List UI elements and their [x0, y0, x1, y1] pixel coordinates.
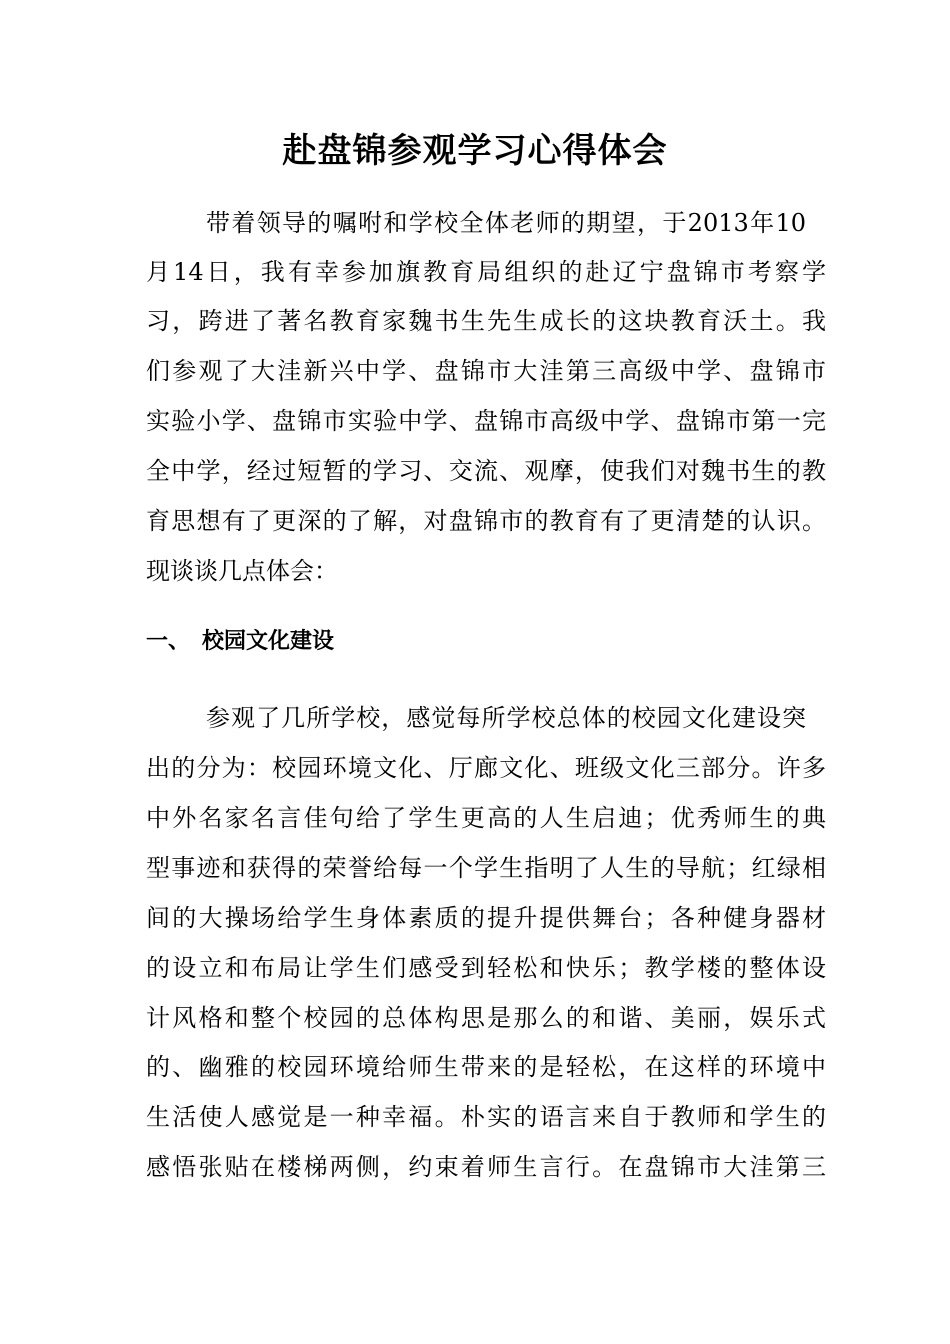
intro-line: 现谈谈几点体会：: [146, 557, 338, 585]
section-line: 中外名家名言佳句给了学生更高的人生启迪；优秀师生的典: [146, 804, 826, 832]
section-number: 一、: [146, 629, 191, 654]
intro-line: 们参观了大洼新兴中学、盘锦市大洼第三高级中学、盘锦市: [146, 357, 826, 385]
section-line: 计风格和整个校园的总体构思是那么的和谐、美丽，娱乐式: [146, 1004, 826, 1032]
section-line: 参观了几所学校，感觉每所学校总体的校园文化建设突: [206, 704, 806, 732]
section-line: 间的大操场给学生身体素质的提升提供舞台；各种健身器材: [146, 904, 826, 932]
section-line: 的、幽雅的校园环境给师生带来的是轻松，在这样的环境中: [146, 1053, 826, 1081]
section-line: 的设立和布局让学生们感受到轻松和快乐；教学楼的整体设: [146, 954, 826, 982]
section-line: 感悟张贴在楼梯两侧，约束着师生言行。在盘锦市大洼第三: [146, 1153, 826, 1181]
intro-line: 带着领导的嘱咐和学校全体老师的期望，于2013年10: [206, 209, 806, 237]
section-line: 生活使人感觉是一种幸福。朴实的语言来自于教师和学生的: [146, 1103, 826, 1131]
section-line: 出的分为：校园环境文化、厅廊文化、班级文化三部分。许多: [146, 754, 826, 782]
intro-line: 月14日，我有幸参加旗教育局组织的赴辽宁盘锦市考察学: [146, 258, 826, 286]
section-line: 型事迹和获得的荣誉给每一个学生指明了人生的导航；红绿相: [146, 854, 826, 882]
section-heading: [146, 624, 334, 660]
intro-line: 习，跨进了著名教育家魏书生先生成长的这块教育沃土。我: [146, 307, 826, 335]
intro-line: 育思想有了更深的了解，对盘锦市的教育有了更清楚的认识。: [146, 507, 826, 535]
intro-line: 全中学，经过短暂的学习、交流、观摩，使我们对魏书生的教: [146, 457, 826, 485]
section-heading-text: 校园文化建设: [202, 629, 335, 654]
intro-line: 实验小学、盘锦市实验中学、盘锦市高级中学、盘锦市第一完: [146, 407, 826, 435]
document-title: 赴盘锦参观学习心得体会: [282, 131, 668, 171]
